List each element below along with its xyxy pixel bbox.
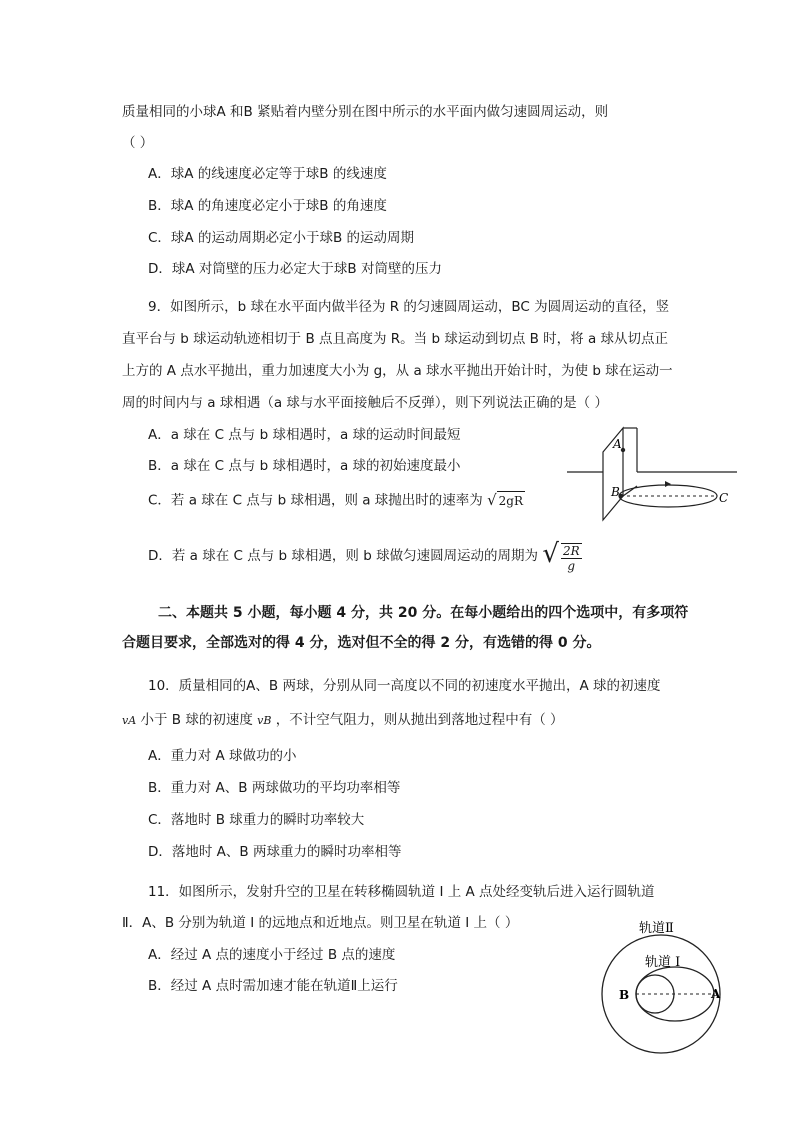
label-point-a: A [711,987,721,1001]
q9-stem-line2: 直平台与 b 球运动轨迹相切于 B 点且高度为 R。当 b 球运动到切点 B 时，将 a 球从切点正 [122,331,669,347]
q10-stem-mid: 小于 B 球的初速度 [140,712,253,728]
q9-option-c [148,491,525,510]
q10-stem-line1: 10．质量相同的A、B 两球，分别从同一高度以不同的初速度水平抛出，A 球的初速度 [148,678,661,694]
q11-orbit-figure [595,916,735,1056]
q9-option-d-text: D．若 a 球在 C 点与 b 球相遇，则 b 球做匀速圆周运动的周期为 [148,548,539,564]
sqrt-2gr-radicand: 2gR [497,491,525,510]
q10-va: vA [122,714,137,727]
q8-option-a: A．球A 的线速度必定等于球B 的线速度 [148,166,387,182]
q8-answer-blank: （ ） [122,135,154,151]
q9-stem-line1: 9．如图所示，b 球在水平面内做半径为 R 的匀速圆周运动，BC 为圆周运动的直径，竖 [148,299,670,315]
q9-option-c-text: C．若 a 球在 C 点与 b 球相遇，则 a 球抛出时的速率为 [148,492,483,509]
fraction-denominator: g [567,559,576,573]
q10-option-d: D．落地时 A、B 两球重力的瞬时功率相等 [148,844,402,860]
q11-option-a: A．经过 A 点的速度小于经过 B 点的速度 [148,947,396,963]
q8-stem-line1: 质量相同的小球A 和B 紧贴着内壁分别在图中所示的水平面内做匀速圆周运动，则 [122,104,609,120]
q8-option-d: D．球A 对筒壁的压力必定大于球B 对筒壁的压力 [148,261,442,277]
q9-option-a: A．a 球在 C 点与 b 球相遇时，a 球的运动时间最短 [148,427,461,443]
q9-stem-line4: 周的时间内与 a 球相遇（a 球与水平面接触后不反弹），则下列说法正确的是（ ） [122,395,608,411]
q10-option-c: C．落地时 B 球重力的瞬时功率较大 [148,812,365,828]
sqrt-2r-over-g: √ $\frac{2R}{g}$ [542,539,580,573]
label-orbit-i: 轨道 I [645,955,681,970]
q9-option-b: B．a 球在 C 点与 b 球相遇时，a 球的初始速度最小 [148,458,461,474]
section2-header-line1: 二、本题共 5 小题，每小题 4 分，共 20 分。在每小题给出的四个选项中，有多项符 [158,605,689,621]
q8-option-c: C．球A 的运动周期必定小于球B 的运动周期 [148,230,415,246]
q9-platform-figure [565,424,740,524]
sqrt-2gr: √ 2gR [487,491,524,509]
q10-option-a: A．重力对 A 球做功的小 [148,748,297,764]
fraction-numerator: 2R [562,544,580,558]
q10-stem-end: ，不计空气阻力，则从抛出到落地过程中有（ ） [275,712,564,728]
orbit-direction-arrow [665,481,671,487]
q11-stem-line1: 11．如图所示，发射升空的卫星在转移椭圆轨道 I 上 A 点处经变轨后进入运行圆轨道 [148,884,655,900]
q10-stem-line2 [122,711,564,730]
q9-option-d [148,536,582,576]
section2-header-line2: 合题目要求，全部选对的得 4 分，选对但不全的得 2 分，有选错的得 0 分。 [122,635,601,651]
q10-option-b: B．重力对 A、B 两球做功的平均功率相等 [148,780,401,796]
q11-stem-line2: Ⅱ．A、B 分别为轨道 I 的远地点和近地点。则卫星在轨道 I 上（ ） [122,915,519,931]
q8-option-b: B．球A 的角速度必定小于球B 的角速度 [148,198,387,214]
q10-vb: vB [257,714,272,727]
label-a: A [613,437,622,451]
q11-option-b: B．经过 A 点时需加速才能在轨道Ⅱ上运行 [148,978,398,994]
label-orbit-ii: 轨道Ⅱ [639,921,674,936]
label-b: B [611,485,620,499]
label-point-b: B [619,988,630,1002]
q9-stem-line3: 上方的 A 点水平抛出，重力加速度大小为 g，从 a 球水平抛出开始计时，为使 b 球在运动一 [122,363,673,379]
label-c: C [719,491,729,505]
